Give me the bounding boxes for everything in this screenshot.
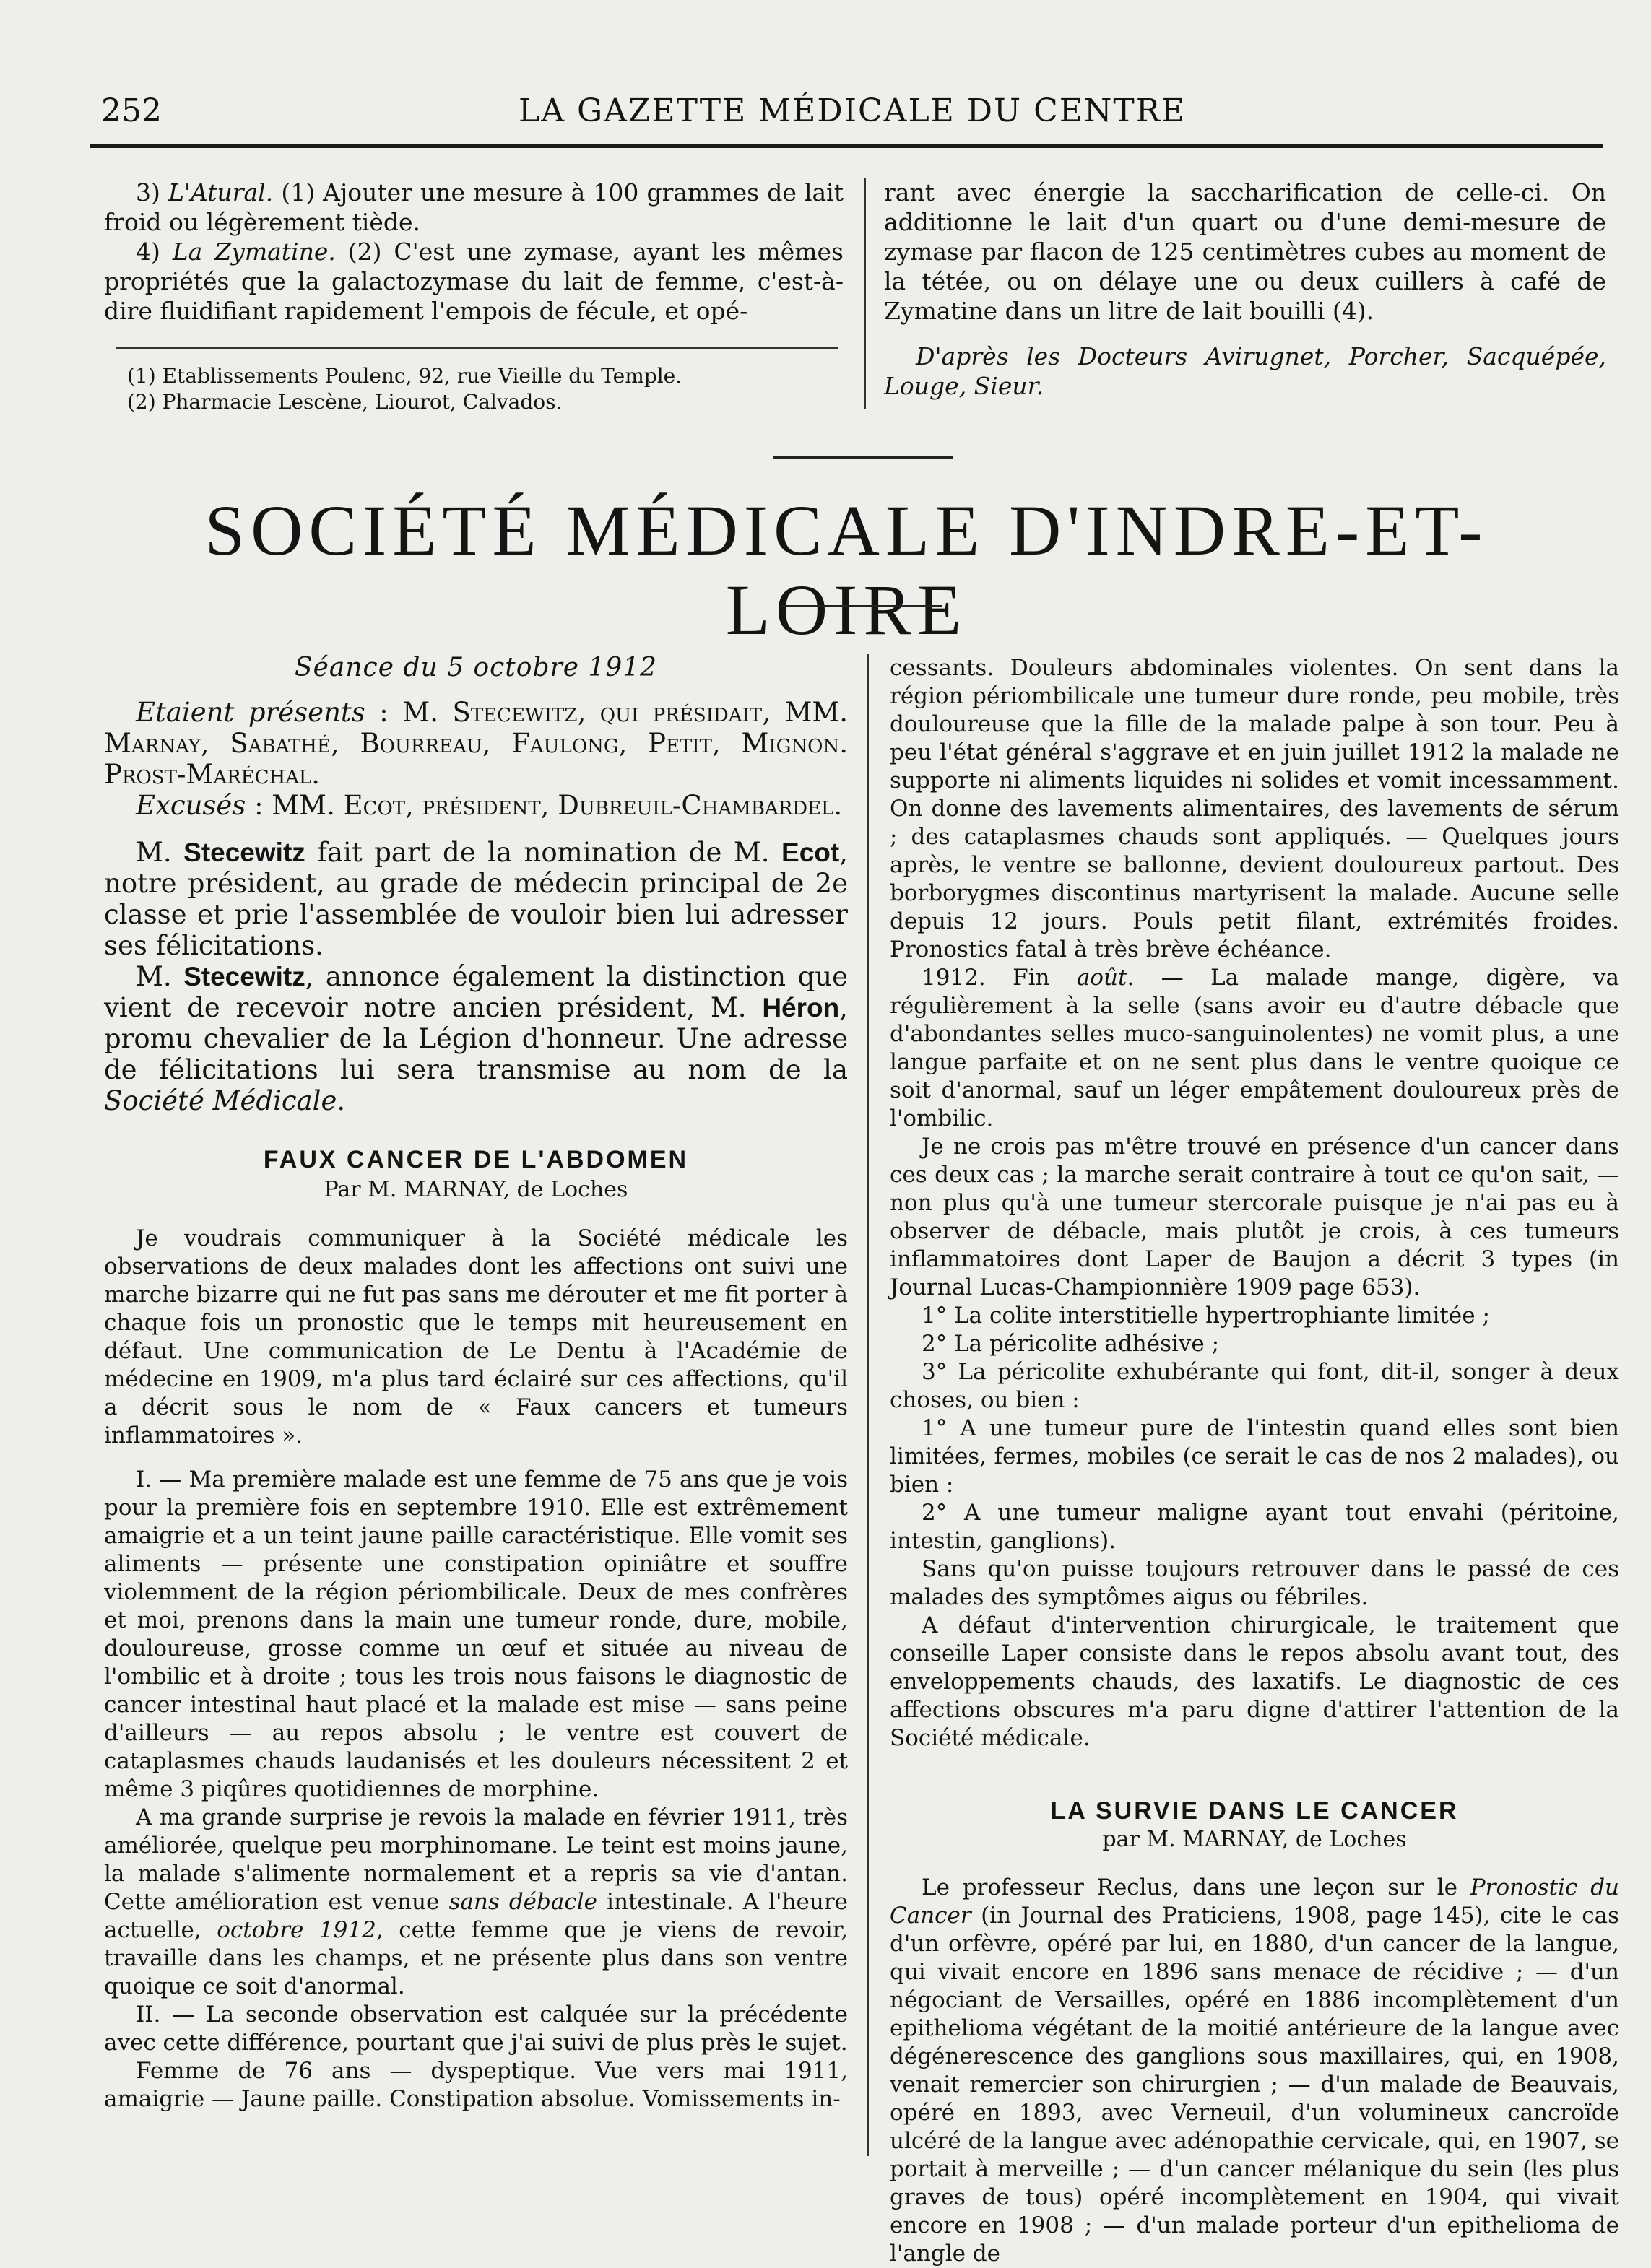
announcement-2: M. Stecewitz, annonce également la distinction que vient de recevoir notre ancien président, M. Héron, promu chevalier de la Légion d'honneur. Une adresse de félicitations lui sera transmise au nom de la Société Médicale. (104, 961, 848, 1116)
source-credit: D'après les Docteurs Avirugnet, Porcher, Sacquépée, Louge, Sieur. (884, 342, 1606, 400)
observation-2-case: Femme de 76 ans — dyspeptique. Vue vers mai 1911, amaigrie — Jaune paille. Constipation absolue. Vomissements in- (104, 2058, 848, 2112)
title-underline (781, 605, 942, 607)
announcement-1: M. Stecewitz fait part de la nomination de M. Ecot, notre président, au grade de médecin principal de 2e classe et prie l'assemblée de vouloir bien lui adresser ses félicitations. (104, 837, 848, 961)
footnote-1: (1) Etablissements Poulenc, 92, rue Vieille du Temple. (127, 364, 682, 388)
footnote-2: (2) Pharmacie Lescène, Liourot, Calvados. (127, 390, 563, 414)
article-byline-1: Par M. MARNAY, de Loches (324, 1177, 628, 1202)
case-b: 2° A une tumeur maligne ayant tout envahi (péritoine, intestin, ganglions). (890, 1500, 1619, 1554)
article-intro: Je voudrais communiquer à la Société médicale les observations de deux malades dont les affections ont suivi une marche bizarre qui ne fut pas sans me dérouter et me fit porter à chaque fois un pronostic que le temps mit heureusement en défaut. Une communication de Le Dentu à l'Académie de médecine en 1909, m'a plus tard éclairé sur ces affections, qu'il a décrit sous le nom de « Faux cancers et tumeurs inflammatoires ». (104, 1225, 848, 1448)
attendance: Etaient présents : M. Stecewitz, qui présidait, MM. Marnay, Sabathé, Bourreau, Faulong, Petit, Mignon. Prost-Maréchal. (104, 697, 848, 790)
left-column (104, 653, 848, 2113)
zymatine-continuation: rant avec énergie la saccharification de celle-ci. On additionne le lait d'un quart ou d'une demi-mesure de zymase par flacon de 125 centimètres cubes au moment de la tétée, ou on délaye une ou deux cuillers à café de Zymatine dans un litre de lait bouilli (4). (884, 178, 1606, 325)
type-1: 1° La colite interstitielle hypertrophiante limitée ; (922, 1303, 1490, 1329)
case-a: 1° A une tumeur pure de l'intestin quand elles sont bien limitées, fermes, mobiles (ce serait le cas de nos 2 malades), ou bien : (890, 1415, 1619, 1498)
top-right-column (884, 178, 1606, 401)
page-number: 252 (101, 92, 162, 129)
item-atural: 3) L'Atural. (1) Ajouter une mesure à 100 grammes de lait froid ou légèrement tiède. (104, 178, 844, 236)
observation-2-continuation: cessants. Douleurs abdominales violentes. On sent dans la région périombilicale une tumeur dure ronde, peu mobile, très douloureuse que la fille de la malade palpe à son tour. Peu à peu l'état général s'aggrave et en juin juillet 1912 la malade ne supporte ni aliments liquides ni solides et vomit incessamment. On donne des lavements alimentaires, des lavements de sérum ; des cataplasmes chauds sont appliqués. — Quelques jours après, le ventre se ballonne, devient douloureux partout. Des borborygmes discontinus martyrisent la malade. Aucune selle depuis 12 jours. Pouls petit filant, extrémités froides. Pronostics fatal à très brève échéance. (890, 655, 1619, 963)
column-divider-top (864, 178, 866, 409)
observation-1-followup: A ma grande surprise je revois la malade en février 1911, très améliorée, quelque peu morphinomane. Le teint est moins jaune, la malade s'alimente normalement et a repris sa vie d'antan. Cette amélioration est venue sans débacle intestinale. A l'heure actuelle, octobre 1912, cette femme que je viens de revoir, travaille dans les champs, et ne présente plus dans son ventre quoique ce soit d'anormal. (104, 1804, 848, 1999)
article-title-survie: LA SURVIE DANS LE CANCER (1050, 1797, 1459, 1825)
journal-title: LA GAZETTE MÉDICALE DU CENTRE (518, 92, 1187, 129)
running-head (101, 92, 1603, 133)
article-byline-2: par M. MARNAY, de Loches (1102, 1827, 1407, 1852)
observation-2: II. — La seconde observation est calquée sur la précédente avec cette différence, pourtant que j'ai suivi de plus près le sujet. (104, 2002, 848, 2056)
footnote-rule (116, 347, 838, 349)
header-rule (90, 144, 1603, 148)
society-title: SOCIÉTÉ MÉDICALE D'INDRE-ET-LOIRE (204, 490, 1488, 650)
remark: Sans qu'on puisse toujours retrouver dans le passé de ces malades des symptômes aigus ou fébriles. (890, 1556, 1619, 1610)
separator-rule (773, 456, 953, 459)
treatment: A défaut d'intervention chirurgicale, le traitement que conseille Laper consiste dans le repos absolu avant tout, des enveloppements chauds, des laxatifs. Le diagnostic de ces affections obscures m'a paru digne d'attirer l'attention de la Société médicale. (890, 1612, 1619, 1751)
survie-text: Le professeur Reclus, dans une leçon sur le Pronostic du Cancer (in Journal des Praticiens, 1908, page 145), cite le cas d'un orfèvre, opéré par lui, en 1880, d'un cancer de la langue, qui vivait encore en 1896 sans menace de récidive ; — d'un négociant de Versailles, opéré en 1886 incomplètement d'un epithelioma végétant de la moitié antérieure de la langue avec dégénerescence des ganglions sous maxillaires, qui, en 1908, venait remercier son chirurgien ; — d'un malade de Beauvais, opéré en 1893, avec Verneuil, d'un volumineux cancroïde ulcéré de la langue avec adénopathie cervicale, qui, en 1907, se portait à merveille ; — d'un cancer mélanique du sein (les plus graves de tous) opéré incomplètement en 1904, qui vivait encore en 1908 ; — d'un malade porteur d'un epithelioma de l'angle de (890, 1874, 1619, 2267)
top-left-column (104, 178, 844, 326)
article-title-faux-cancer: FAUX CANCER DE L'ABDOMEN (263, 1146, 689, 1173)
footnotes (127, 363, 835, 415)
type-3: 3° La péricolite exhubérante qui font, dit-il, songer à deux choses, ou bien : (890, 1359, 1619, 1413)
observation-1: I. — Ma première malade est une femme de 75 ans que je vois pour la première fois en septembre 1910. Elle est extrêmement amaigrie et a un teint jaune paille caractéristique. Elle vomit ses aliments — présente une constipation opiniâtre et souffre violemment de la région périombilicale. Deux de mes confrères et moi, prenons dans la main une tumeur ronde, dure, mobile, douloureuse, grosse comme un œuf et située au niveau de l'ombilic et à droite ; tous les trois nous faisons le diagnostic de cancer intestinal haut placé et la malade est mise — sans peine d'ailleurs — au repos absolu ; le ventre est couvert de cataplasmes chauds laudanisés et les douleurs nécessitent 2 et même 3 piqûres quotidiennes de morphine. (104, 1467, 848, 1802)
type-2: 2° La péricolite adhésive ; (922, 1331, 1220, 1357)
item-zymatine: 4) La Zymatine. (2) C'est une zymase, ayant les mêmes propriétés que la galactozymase du lait de femme, c'est-à-dire fluidifiant rapidement l'empois de fécule, et opé- (104, 238, 844, 325)
column-divider-bottom (867, 654, 869, 2156)
discussion: Je ne crois pas m'être trouvé en présence d'un cancer dans ces deux cas ; la marche serait contraire à tout ce qu'on sait, — non plus qu'à une tumeur stercorale puisque je n'ai pas eu à observer de débacle, mais plutôt je crois, à ces tumeurs inflammatoires dont Laper de Baujon a décrit 3 types (in Journal Lucas-Championnière 1909 page 653). (890, 1134, 1619, 1300)
observation-2-outcome: 1912. Fin août. — La malade mange, digère, va régulièrement à la selle (sans avoir eu d'autre débacle que d'abondantes selles muco-sanguinolentes) ne vomit plus, a une langue parfaite et on ne sent plus dans le ventre quoique ce soit d'anormal, sauf un léger empâtement douloureux près de l'ombilic. (890, 965, 1620, 1131)
excused: Excusés : MM. Ecot, président, Dubreuil-Chambardel. (136, 790, 843, 821)
session-date: Séance du 5 octobre 1912 (294, 653, 658, 682)
right-column (890, 654, 1619, 2268)
